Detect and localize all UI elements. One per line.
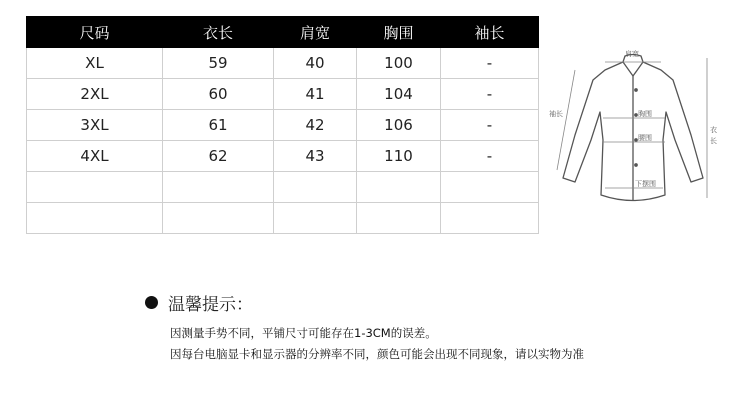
cell-size xyxy=(27,203,163,234)
cell-length xyxy=(163,203,274,234)
tips-heading xyxy=(145,290,584,315)
header-chest: 胸围 xyxy=(357,17,441,48)
bullet-dot-icon xyxy=(145,296,158,309)
tips-title: 温馨提示： xyxy=(168,295,253,315)
tip-line-2: 因每台电脑显卡和显示器的分辨率不同，颜色可能会出现不同现象，请以实物为准 xyxy=(170,347,584,361)
cell-shoulder xyxy=(274,172,357,203)
label-sleeve: 袖长 xyxy=(549,110,563,118)
cell-size xyxy=(27,172,163,203)
cell-size: 2XL xyxy=(27,79,163,110)
tips-section xyxy=(145,290,584,365)
label-hem: 下摆围 xyxy=(635,180,656,188)
cell-sleeve: - xyxy=(441,48,539,79)
cell-chest xyxy=(357,203,441,234)
cell-length: 62 xyxy=(163,141,274,172)
shirt-outline xyxy=(563,55,703,201)
cell-shoulder: 42 xyxy=(274,110,357,141)
label-length-2: 长 xyxy=(710,137,717,145)
cell-size: XL xyxy=(27,48,163,79)
label-waist: 腰围 xyxy=(638,134,652,142)
cell-length: 60 xyxy=(163,79,274,110)
table-row xyxy=(27,203,539,234)
cell-chest: 110 xyxy=(357,141,441,172)
cell-size: 3XL xyxy=(27,110,163,141)
cell-chest: 100 xyxy=(357,48,441,79)
cell-sleeve: - xyxy=(441,110,539,141)
table-row xyxy=(27,48,539,79)
label-length-1: 衣 xyxy=(710,126,717,134)
label-shoulder: 肩宽 xyxy=(625,50,639,58)
header-size: 尺码 xyxy=(27,17,163,48)
cell-length: 59 xyxy=(163,48,274,79)
table-row xyxy=(27,141,539,172)
cell-sleeve: - xyxy=(441,141,539,172)
header-sleeve: 袖长 xyxy=(441,17,539,48)
cell-chest: 106 xyxy=(357,110,441,141)
shirt-measurement-diagram xyxy=(545,40,725,215)
cell-shoulder: 43 xyxy=(274,141,357,172)
cell-sleeve xyxy=(441,203,539,234)
table-row xyxy=(27,79,539,110)
cell-chest: 104 xyxy=(357,79,441,110)
measure-lines xyxy=(557,58,707,198)
cell-size: 4XL xyxy=(27,141,163,172)
table-row xyxy=(27,110,539,141)
cell-shoulder: 41 xyxy=(274,79,357,110)
cell-chest xyxy=(357,172,441,203)
header-length: 衣长 xyxy=(163,17,274,48)
tip-line-1: 因测量手势不同，平铺尺寸可能存在1-3CM的误差。 xyxy=(170,326,437,340)
cell-sleeve xyxy=(441,172,539,203)
table-header-row xyxy=(27,17,539,48)
label-chest: 胸围 xyxy=(638,110,652,118)
table-row xyxy=(27,172,539,203)
header-shoulder: 肩宽 xyxy=(274,17,357,48)
cell-shoulder xyxy=(274,203,357,234)
cell-sleeve: - xyxy=(441,79,539,110)
size-table xyxy=(26,16,539,234)
cell-length xyxy=(163,172,274,203)
cell-shoulder: 40 xyxy=(274,48,357,79)
cell-length: 61 xyxy=(163,110,274,141)
